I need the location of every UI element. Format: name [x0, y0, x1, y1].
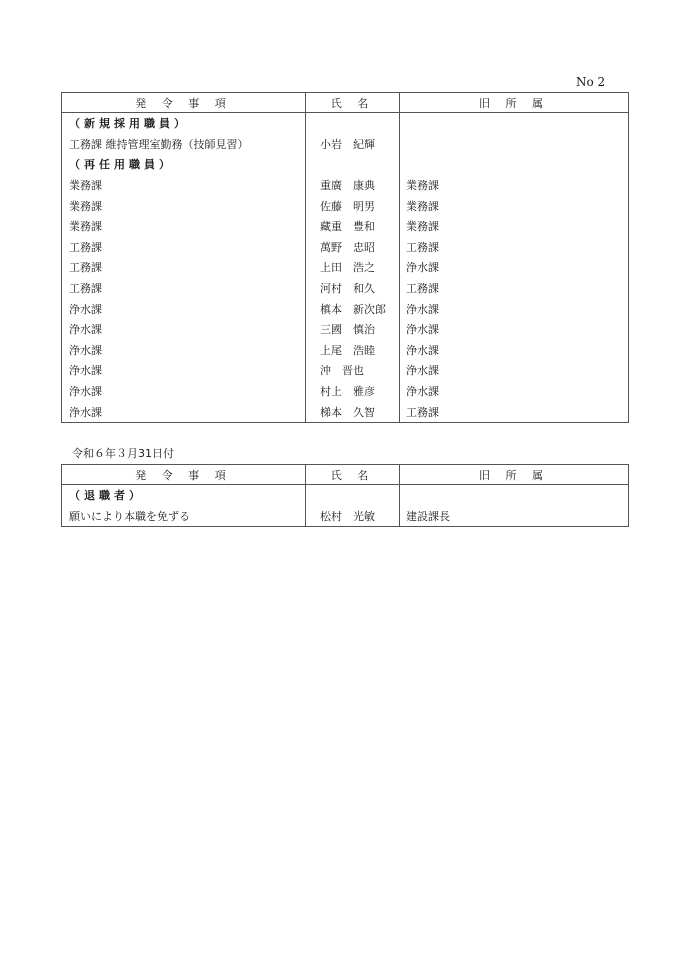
cell-item: 浄水課	[62, 319, 306, 340]
cell-name: 藏重 豊和	[306, 216, 400, 237]
cell-prev: 浄水課	[400, 360, 629, 381]
cell-name	[306, 113, 400, 134]
table-row	[62, 401, 629, 422]
date-line: 令和６年３月31日付	[72, 447, 174, 460]
table-row	[62, 278, 629, 299]
table-row	[62, 134, 629, 155]
cell-prev: 工務課	[400, 278, 629, 299]
cell-name: 梯本 久智	[306, 401, 400, 422]
table-row	[62, 340, 629, 361]
cell-prev	[400, 113, 629, 134]
cell-item: （再任用職員）	[62, 154, 306, 175]
cell-item: 業務課	[62, 175, 306, 196]
header-item: 発 令 事 項	[62, 93, 306, 113]
cell-item: 浄水課	[62, 381, 306, 402]
cell-name: 村上 雅彦	[306, 381, 400, 402]
cell-item: 願いにより本職を免ずる	[62, 506, 306, 527]
table-row	[62, 237, 629, 258]
section-row	[62, 154, 629, 175]
cell-name: 沖 晋也	[306, 360, 400, 381]
cell-name: 上尾 浩睦	[306, 340, 400, 361]
cell-name	[306, 154, 400, 175]
cell-prev: 建設課長	[400, 506, 629, 527]
table-row	[62, 175, 629, 196]
table-row	[62, 506, 629, 527]
page-number: No 2	[576, 75, 606, 89]
cell-prev: 浄水課	[400, 381, 629, 402]
table-row	[62, 381, 629, 402]
cell-name: 重廣 康典	[306, 175, 400, 196]
cell-prev: 浄水課	[400, 340, 629, 361]
header-prev: 旧 所 属	[400, 93, 629, 113]
cell-prev: 工務課	[400, 401, 629, 422]
cell-item: 工務課	[62, 278, 306, 299]
cell-item: 業務課	[62, 195, 306, 216]
cell-prev	[400, 154, 629, 175]
cell-item: （新規採用職員）	[62, 113, 306, 134]
cell-prev: 業務課	[400, 216, 629, 237]
cell-name: 萬野 忠昭	[306, 237, 400, 258]
cell-item: 工務課 維持管理室勤務（技師見習）	[62, 134, 306, 155]
cell-prev: 業務課	[400, 175, 629, 196]
appointments-table	[61, 92, 629, 423]
cell-prev: 浄水課	[400, 257, 629, 278]
cell-name: 上田 浩之	[306, 257, 400, 278]
cell-name: 佐藤 明男	[306, 195, 400, 216]
header-item: 発 令 事 項	[62, 465, 306, 485]
table-row	[62, 298, 629, 319]
cell-item: 業務課	[62, 216, 306, 237]
cell-item: 工務課	[62, 257, 306, 278]
cell-name: 槙本 新次郎	[306, 298, 400, 319]
table-row	[62, 360, 629, 381]
cell-prev: 工務課	[400, 237, 629, 258]
cell-item: 浄水課	[62, 360, 306, 381]
table-row	[62, 216, 629, 237]
header-name: 氏 名	[306, 93, 400, 113]
table-row	[62, 319, 629, 340]
cell-name	[306, 485, 400, 506]
cell-prev: 浄水課	[400, 319, 629, 340]
cell-name: 三國 慎治	[306, 319, 400, 340]
cell-name: 小岩 紀輝	[306, 134, 400, 155]
table-row	[62, 195, 629, 216]
header-row	[62, 465, 629, 485]
cell-prev	[400, 134, 629, 155]
cell-item: 浄水課	[62, 298, 306, 319]
cell-item: 工務課	[62, 237, 306, 258]
header-name: 氏 名	[306, 465, 400, 485]
section-row	[62, 113, 629, 134]
cell-item: （退職者）	[62, 485, 306, 506]
cell-prev: 業務課	[400, 195, 629, 216]
cell-prev	[400, 485, 629, 506]
section-row	[62, 485, 629, 506]
cell-prev: 浄水課	[400, 298, 629, 319]
table-row	[62, 257, 629, 278]
header-row	[62, 93, 629, 113]
retirement-table	[61, 464, 629, 527]
cell-name: 河村 和久	[306, 278, 400, 299]
cell-item: 浄水課	[62, 340, 306, 361]
header-prev: 旧 所 属	[400, 465, 629, 485]
cell-name: 松村 光敏	[306, 506, 400, 527]
cell-item: 浄水課	[62, 401, 306, 422]
